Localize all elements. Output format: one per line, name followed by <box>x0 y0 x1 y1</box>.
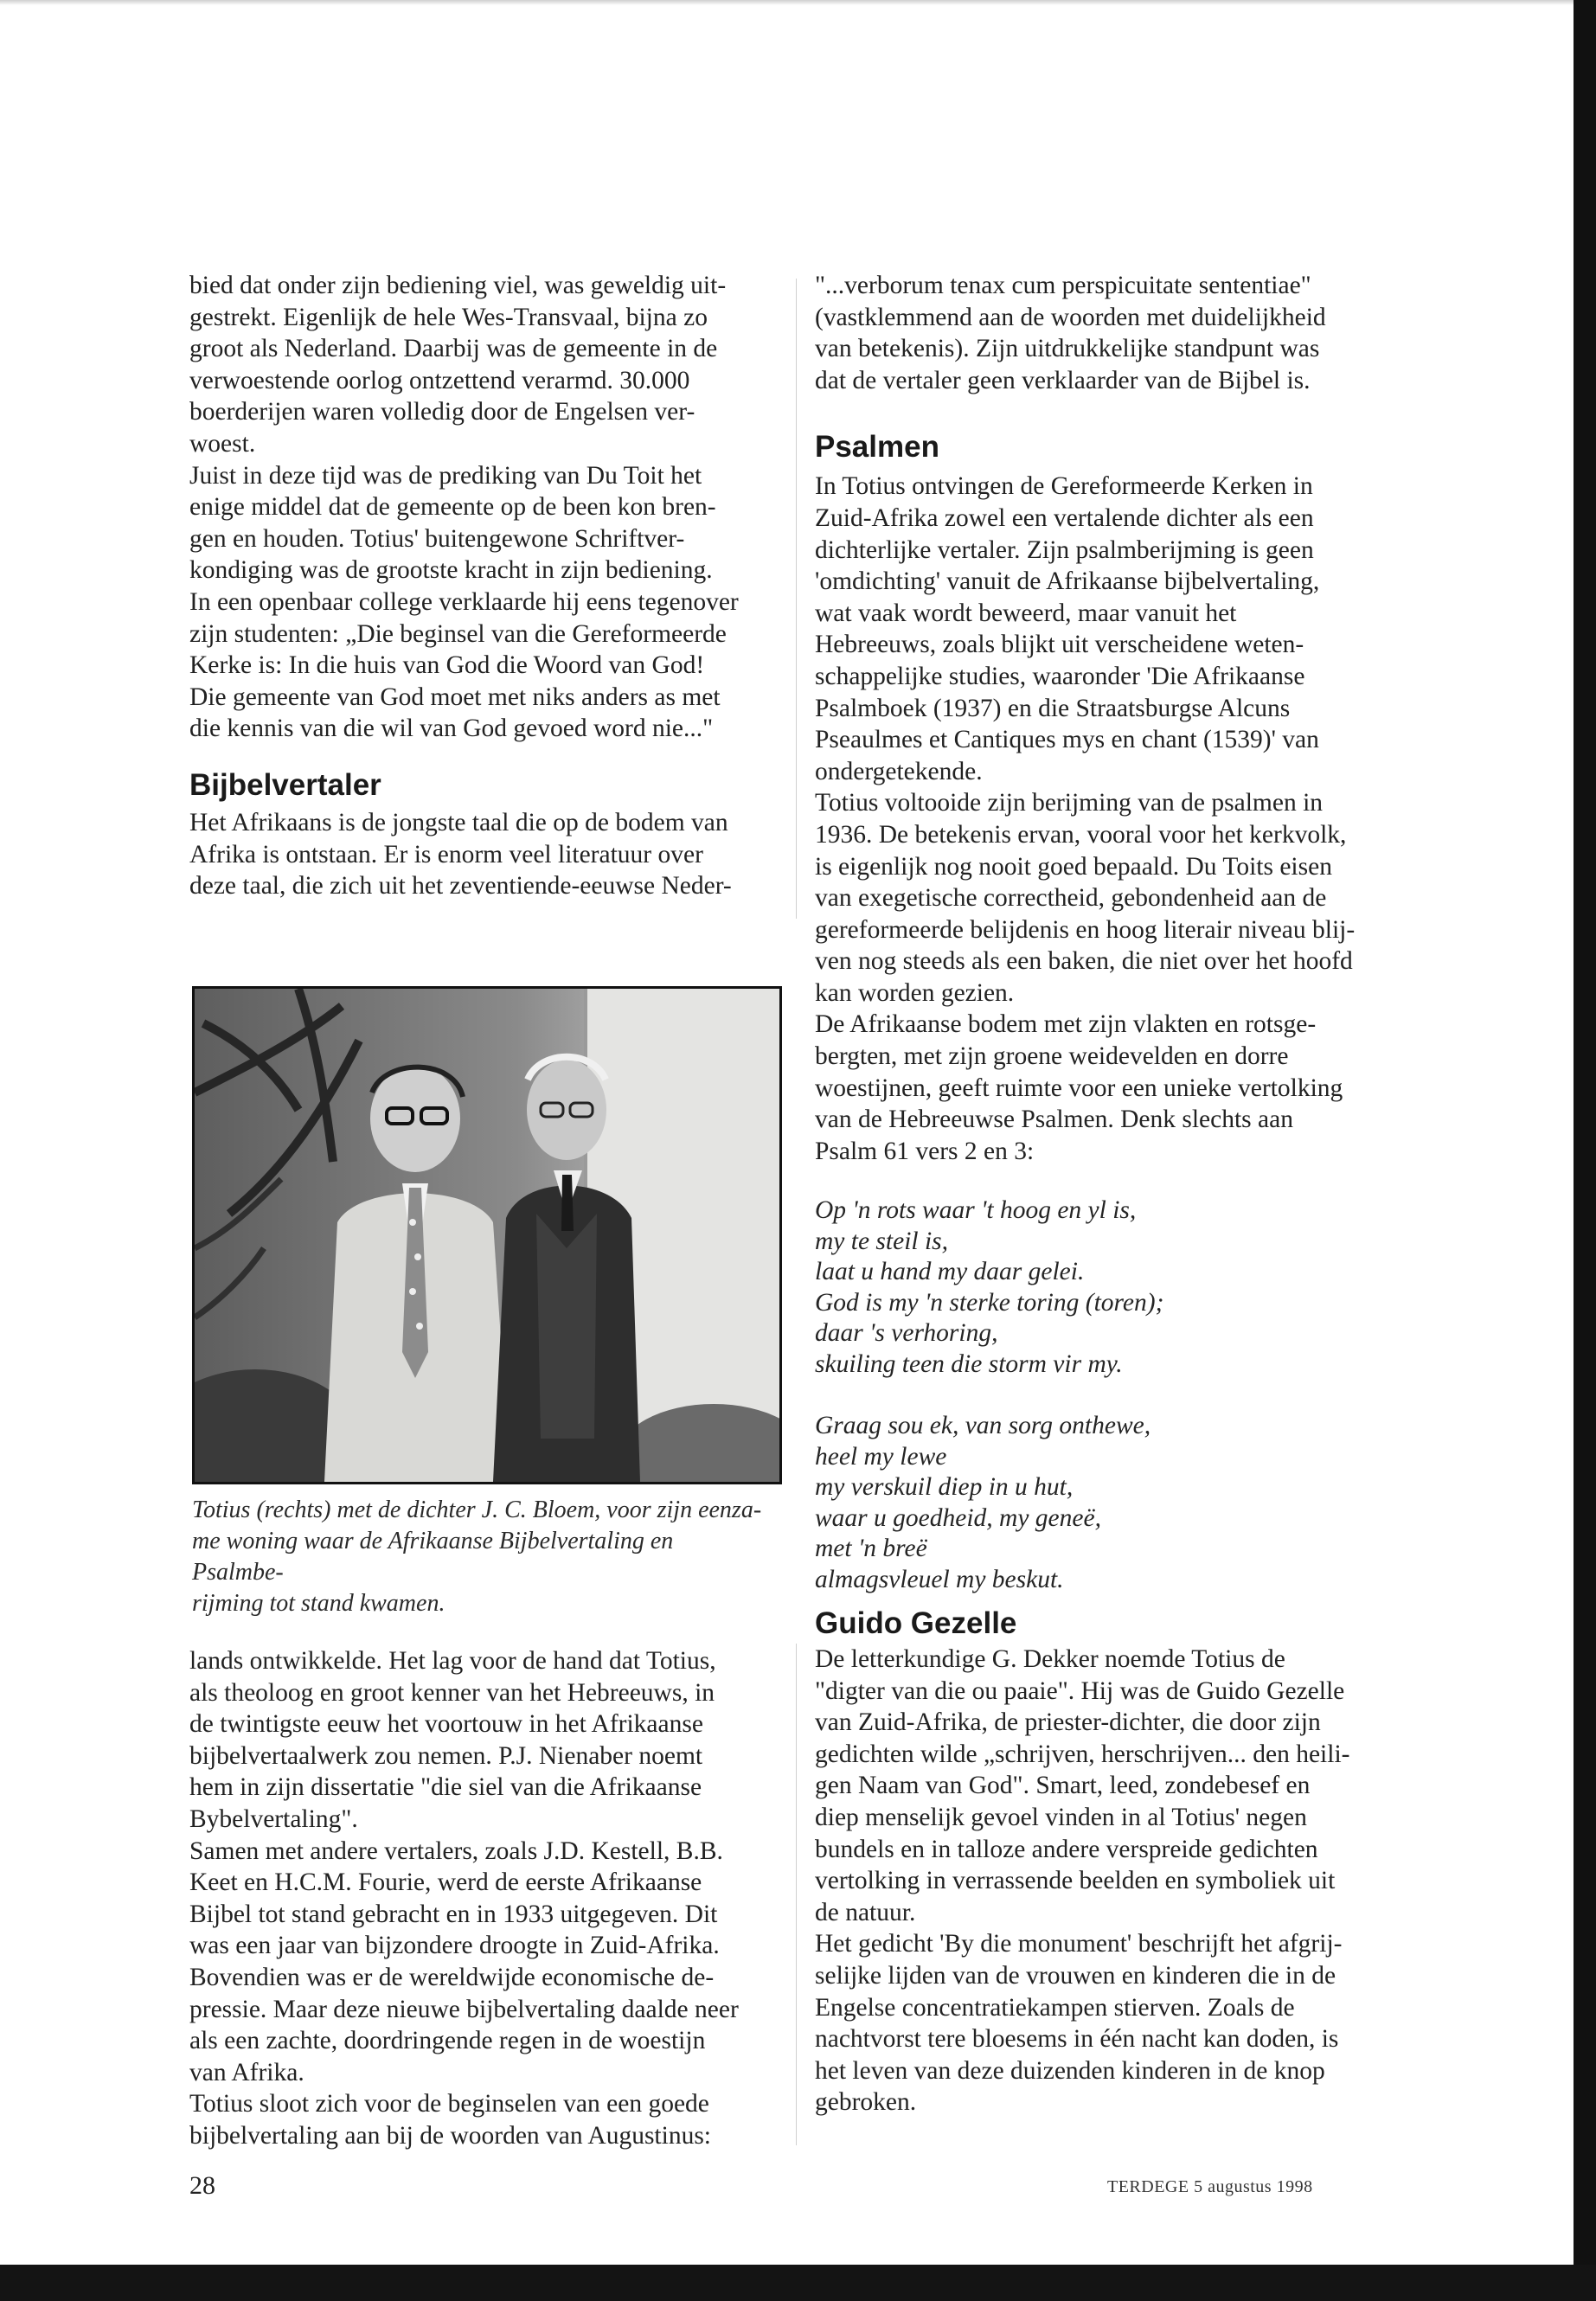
section-heading-psalmen: Psalmen <box>815 430 939 465</box>
column-divider <box>796 1644 797 2145</box>
page-top-edge <box>0 0 1596 5</box>
photo-caption: Totius (rechts) met de dichter J. C. Bloem, voor zijn eenza- me woning waar de Afrikaanse Bijbelvertaling en Psalmbe- rijming tot stand kwamen. <box>192 1497 762 1617</box>
section-heading-bijbelvertaler: Bijbelvertaler <box>189 767 381 802</box>
article-paragraph: Totius voltooide zijn berijming van de psalmen in 1936. De betekenis ervan, vooral voor het kerkvolk, is eigenlijk nog nooit goed bepaald. Du Toits eisen van exegetische correctheid, gebondenheid aan de gereformeerde belijdenis en hoog literair niveau blij- ven nog steeds als een baken, die niet over het hoofd kan worden gezien. <box>815 789 1356 1007</box>
article-paragraph: In Totius ontvingen de Gereformeerde Kerken in Zuid-Afrika zowel een vertalende dichter als een dichterlijke vertaler. Zijn psalmberijming is geen 'omdichting' vanuit de Afrikaanse bijbelvertaling, wat vaak wordt beweerd, maar vanuit het Hebreeuws, zoals blijkt uit verscheidene weten- schappelijke studies, waaronder 'Die Afrikaanse Psalmboek (1937) en die Straatsburgse Alcuns Pseaulmes et Cantiques mys en chant (1539)' van ondergetekende. <box>815 472 1320 785</box>
scan-border-bottom <box>0 2265 1596 2301</box>
article-paragraph: Juist in deze tijd was de prediking van Du Toit het enige middel dat de gemeente op de been kon bren- gen en houden. Totius' buitengewone Schriftver- kondiging was de grootste kracht in zijn bediening. In een openbaar college verklaarde hij eens tegenover zijn studenten: „Die beginsel van die Gereformeerde Kerke is: In die huis van God die Woord van God! Die gemeente van God moet met niks anders as met die kennis van die wil van God gevoed word nie..." <box>189 461 739 743</box>
article-paragraph: Het gedicht 'By die monument' beschrijft het afgrij- selijke lijden van de vrouwen en kinderen die in de Engelse concentratiekampen stierven. Zoals de nachtvorst tere bloesems in één nacht kan doden, is het leven van deze duizenden kinderen in de knop gebroken. <box>815 1930 1343 2117</box>
article-paragraph: bied dat onder zijn bediening viel, was geweldig uit- gestrekt. Eigenlijk de hele Wes-Transvaal, bijna zo groot als Nederland. Daarbij was de gemeente in de verwoestende oorlog ontzettend verarmd. 30.000 boerderijen waren volledig door de Engelsen ver- woest. <box>189 272 727 458</box>
photo-totius-and-bloem <box>192 986 782 1484</box>
right-column-bottom <box>815 1606 1368 2118</box>
psalm-61-poem <box>815 1195 1368 1595</box>
scan-border-right <box>1574 0 1596 2301</box>
poem-stanza: Op 'n rots waar 't hoog en yl is, my te steil is, laat u hand my daar gelei. God is my 'n sterke toring (toren); daar 's verhoring, skuiling teen die storm vir my. <box>815 1196 1164 1378</box>
article-paragraph: lands ontwikkelde. Het lag voor de hand dat Totius, als theoloog en groot kenner van het Hebreeuws, in de twintigste eeuw het voortouw in het Afrikaanse bijbelvertaalwerk zou nemen. P.J. Nienaber noemt hem in zijn dissertatie "die siel van die Afrikaanse Bybelvertaling". <box>189 1647 716 1833</box>
poem-stanza: Graag sou ek, van sorg onthewe, heel my lewe my verskuil diep in u hut, waar u goedheid, my geneë, met 'n breë almagsvleuel my beskut. <box>815 1412 1151 1593</box>
page-number: 28 <box>189 2171 215 2200</box>
column-divider <box>796 279 797 919</box>
left-column-top <box>189 270 778 902</box>
article-paragraph: Samen met andere vertalers, zoals J.D. Kestell, B.B. Keet en H.C.M. Fourie, werd de eerste Afrikaanse Bijbel tot stand gebracht en in 1933 uitgegeven. Dit was een jaar van bijzondere droogte in Zuid-Afrika. Bovendien was er de wereldwijde economische de- pressie. Maar deze nieuwe bijbelvertaling daalde neer als een zachte, doordringende regen in de woestijn van Afrika. <box>189 1836 739 2086</box>
article-paragraph: Het Afrikaans is de jongste taal die op de bodem van Afrika is ontstaan. Er is enorm veel literatuur over deze taal, die zich uit het zeventiende-eeuwse Neder- <box>189 808 732 901</box>
right-column-top <box>815 270 1368 1167</box>
section-heading-guido-gezelle: Guido Gezelle <box>815 1606 1017 1640</box>
article-paragraph: Totius sloot zich voor de beginselen van een goede bijbelvertaling aan bij de woorden van Augustinus: <box>189 2090 711 2150</box>
article-paragraph: De Afrikaanse bodem met zijn vlakten en rotsge- bergten, met zijn groene weidevelden en dorre woestijnen, geeft ruimte voor een unieke vertolking van de Hebreeuwse Psalmen. Denk slechts aan Psalm 61 vers 2 en 3: <box>815 1010 1343 1165</box>
publication-footer: TERDEGE 5 augustus 1998 <box>1107 2177 1313 2196</box>
augustinus-quote: "...verborum tenax cum perspicuitate sententiae" (vastklemmend aan de woorden met duidelijkheid van betekenis). Zijn uitdrukkelijke standpunt was dat de vertaler geen verklaarder van de Bijbel is. <box>815 272 1326 394</box>
left-column-bottom <box>189 1645 778 2152</box>
article-paragraph: De letterkundige G. Dekker noemde Totius de "digter van die ou paaie". Hij was de Guido Gezelle van Zuid-Afrika, de priester-dichter, die door zijn gedichten wilde „schrijven, herschrijven... den heili- gen Naam van God". Smart, leed, zondebesef en diep menselijk gevoel vinden in al Totius' negen bundels en in talloze andere verspreide gedichten vertolking in verrassende beelden en symboliek uit de natuur. <box>815 1645 1350 1926</box>
